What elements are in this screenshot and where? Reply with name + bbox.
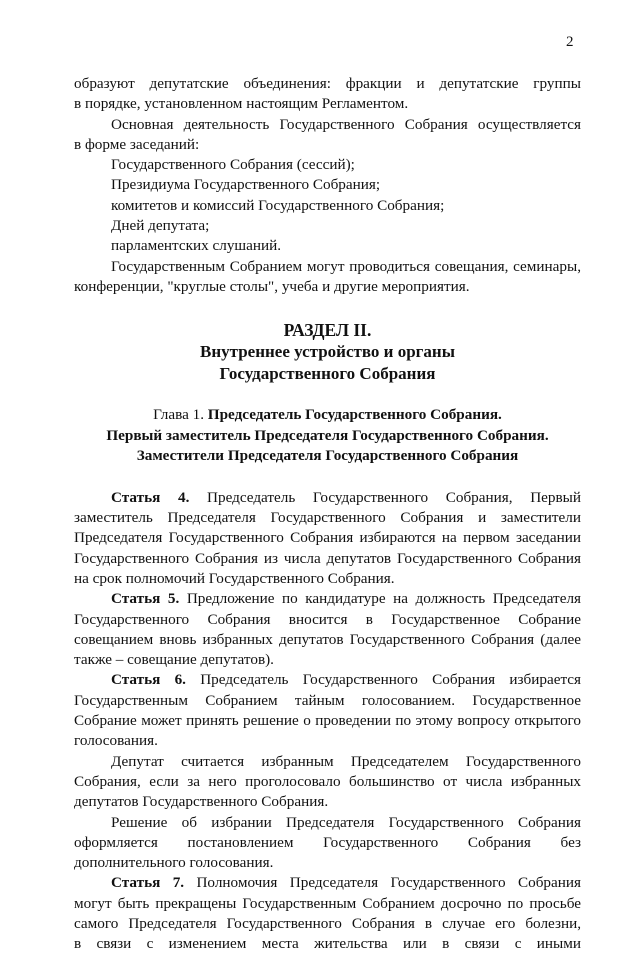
article-7-line-1 bbox=[74, 873, 581, 893]
article-4-text-start: Председатель Государственного Собрания, Первый bbox=[207, 488, 582, 506]
intro-paragraph-3-line-2: конференции, "круглые столы", учеба и другие мероприятия. bbox=[74, 277, 470, 295]
page-number: 2 bbox=[566, 34, 574, 50]
chapter-heading bbox=[74, 405, 581, 467]
section-title: РАЗДЕЛ II. bbox=[283, 320, 372, 341]
article-6-line-1 bbox=[74, 670, 581, 690]
article-5-label: Статья 5. bbox=[111, 590, 180, 608]
article-4-line-3: Председателя Государственного Собрания избираются на первом заседании bbox=[74, 529, 581, 547]
meeting-forms-list bbox=[74, 155, 581, 256]
intro-paragraph-1-line-2: в порядке, установленном настоящим Регламентом. bbox=[74, 95, 409, 113]
section-subtitle-line-2: Государственного Собрания bbox=[219, 364, 436, 384]
chapter-label: Глава 1. bbox=[153, 406, 204, 424]
article-4-line-5: на срок полномочий Государственного Собрания. bbox=[74, 569, 395, 587]
article-4-line-4: Государственного Собрания из числа депутатов Государственного Собрания bbox=[74, 549, 581, 567]
article-4 bbox=[74, 488, 581, 589]
article-4-label: Статья 4. bbox=[111, 488, 190, 506]
article-7 bbox=[74, 873, 581, 954]
article-6 bbox=[74, 670, 581, 873]
article-6-paragraph-2-line-1: Депутат считается избранным Председателем Государственного bbox=[111, 752, 581, 770]
article-6-text-start: Председатель Государственного Собрания избирается bbox=[200, 671, 581, 689]
article-7-label: Статья 7. bbox=[111, 874, 185, 892]
intro-paragraph-2-line-2: в форме заседаний: bbox=[74, 135, 200, 153]
article-6-paragraph-3-line-2: оформляется постановлением Государственного Собрания без bbox=[74, 833, 581, 851]
article-6-line-4: голосования. bbox=[74, 732, 158, 750]
article-4-line-1 bbox=[74, 488, 581, 508]
chapter-title-line-3: Заместители Председателя Государственного Собрания bbox=[136, 447, 519, 465]
article-5 bbox=[74, 589, 581, 670]
article-5-text-start: Предложение по кандидатуре на должность Председателя bbox=[186, 590, 582, 608]
article-5-line-2: Государственного Собрания вносится в Государственное Собрание bbox=[74, 610, 581, 628]
list-item: Дней депутата; bbox=[111, 217, 210, 235]
article-6-paragraph-2-line-3: депутатов Государственного Собрания. bbox=[74, 793, 329, 811]
intro-paragraph-1-line-1: образуют депутатские объединения: фракции и депутатские группы bbox=[74, 75, 581, 92]
article-5-line-3: совещанием вновь избранных депутатов Государственного Собрания (далее bbox=[74, 630, 581, 648]
list-item: комитетов и комиссий Государственного Собрания; bbox=[111, 196, 445, 214]
article-5-line-4: также – совещание депутатов). bbox=[74, 651, 274, 669]
chapter-title-line-2: Первый заместитель Председателя Государственного Собрания. bbox=[106, 426, 549, 444]
list-item: Государственного Собрания (сессий); bbox=[111, 156, 355, 174]
chapter-title-line-1: Председатель Государственного Собрания. bbox=[207, 406, 502, 424]
section-heading bbox=[74, 319, 581, 385]
article-6-paragraph-3-line-3: дополнительного голосования. bbox=[74, 854, 274, 872]
article-6-paragraph-3-line-1: Решение об избрании Председателя Государственного Собрания bbox=[111, 813, 581, 831]
article-7-line-3: самого Председателя Государственного Собрания в случае его болезни, bbox=[74, 915, 581, 932]
intro-paragraph-2-line-1: Основная деятельность Государственного Собрания осуществляется bbox=[111, 115, 581, 133]
article-5-line-1 bbox=[74, 589, 581, 609]
article-6-paragraph-2-line-2: Собрания, если за него проголосовало большинство от числа избранных bbox=[74, 772, 581, 790]
section-subtitle-line-1: Внутреннее устройство и органы bbox=[200, 342, 455, 362]
article-6-label: Статья 6. bbox=[111, 671, 186, 689]
document-body bbox=[74, 74, 581, 955]
chapter-heading-line-1 bbox=[74, 405, 581, 426]
list-item: парламентских слушаний. bbox=[111, 237, 282, 255]
article-7-line-4: в связи с изменением места жительства или в связи с иными bbox=[74, 935, 581, 953]
article-7-text-start: Полномочия Председателя Государственного Собрания bbox=[196, 874, 582, 892]
article-6-line-2: Государственным Собранием тайным голосованием. Государственное bbox=[74, 691, 581, 709]
article-7-line-2: могут быть прекращены Государственным Собранием досрочно по просьбе bbox=[74, 894, 581, 912]
intro-paragraph-3-line-1: Государственным Собранием могут проводиться совещания, семинары, bbox=[111, 257, 581, 275]
article-4-line-2: заместитель Председателя Государственного Собрания и заместители bbox=[74, 509, 581, 527]
article-6-line-3: Собрание может принять решение о проведении по этому вопросу открытого bbox=[74, 712, 581, 730]
list-item: Президиума Государственного Собрания; bbox=[111, 176, 381, 194]
